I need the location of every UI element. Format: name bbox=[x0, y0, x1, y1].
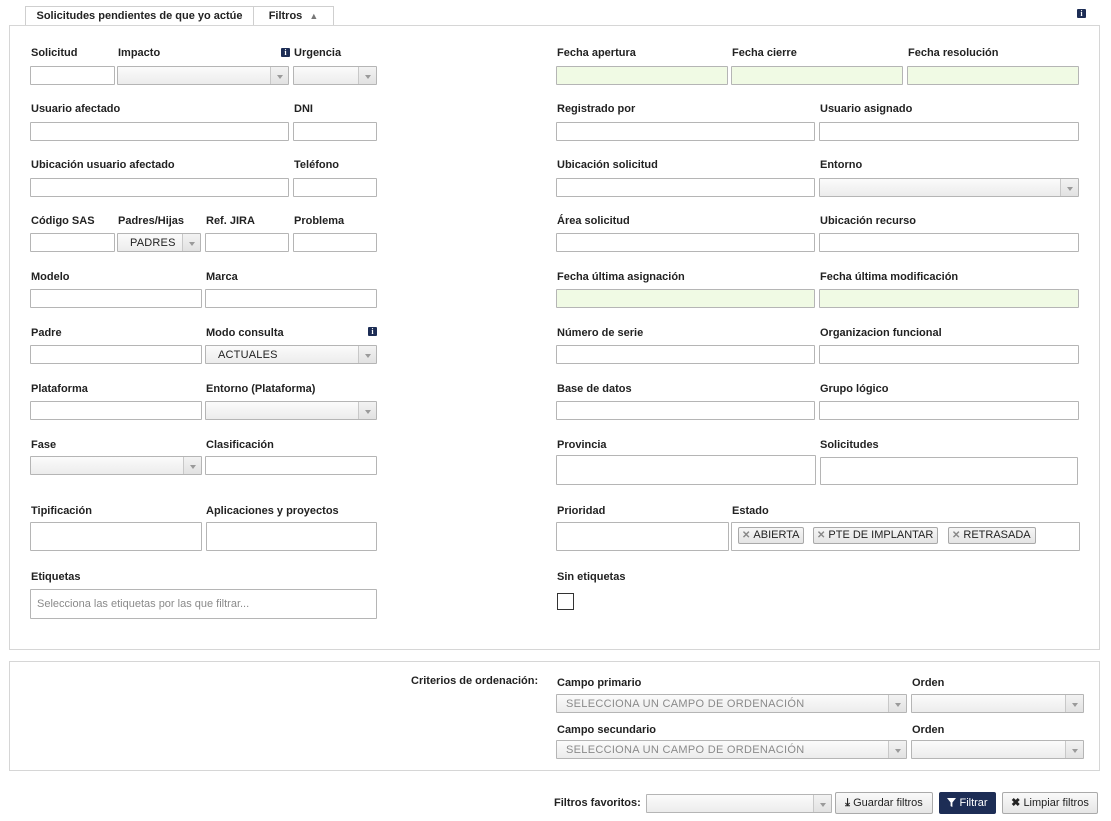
estado-tag-label: PTE DE IMPLANTAR bbox=[828, 529, 934, 541]
urgencia-select[interactable] bbox=[293, 66, 377, 85]
label-marca: Marca bbox=[206, 271, 238, 283]
label-prioridad: Prioridad bbox=[557, 505, 606, 517]
label-campo-primario: Campo primario bbox=[557, 677, 642, 689]
label-fecha-resolucion: Fecha resolución bbox=[908, 47, 999, 59]
label-aplicaciones: Aplicaciones y proyectos bbox=[206, 505, 339, 517]
label-dni: DNI bbox=[294, 103, 313, 115]
entorno-select[interactable] bbox=[819, 178, 1079, 197]
download-icon: ⤓ bbox=[845, 797, 851, 809]
campo-secundario-select[interactable] bbox=[556, 740, 907, 759]
label-modelo: Modelo bbox=[31, 271, 70, 283]
label-grupo-logico: Grupo lógico bbox=[820, 383, 889, 395]
padres-hijas-value: PADRES bbox=[130, 237, 176, 249]
problema-input[interactable] bbox=[293, 233, 377, 252]
fecha-ultima-asignacion-input[interactable] bbox=[556, 289, 815, 308]
fecha-apertura-input[interactable] bbox=[556, 66, 728, 85]
fase-select[interactable] bbox=[30, 456, 202, 475]
label-area-solicitud: Área solicitud bbox=[557, 215, 630, 227]
estado-tag[interactable] bbox=[948, 527, 1036, 544]
label-registrado-por: Registrado por bbox=[557, 103, 636, 115]
marca-input[interactable] bbox=[205, 289, 377, 308]
chevron-down-icon bbox=[1060, 179, 1078, 196]
label-etiquetas: Etiquetas bbox=[31, 571, 81, 583]
info-icon[interactable]: i bbox=[1077, 9, 1086, 18]
estado-tag-label: ABIERTA bbox=[753, 529, 800, 541]
label-plataforma: Plataforma bbox=[31, 383, 88, 395]
label-estado: Estado bbox=[732, 505, 769, 517]
info-icon[interactable]: i bbox=[281, 48, 290, 57]
limpiar-filtros-button[interactable] bbox=[1002, 792, 1098, 814]
campo-primario-select[interactable] bbox=[556, 694, 907, 713]
modo-consulta-value: ACTUALES bbox=[218, 349, 278, 361]
label-orden-primario: Orden bbox=[912, 677, 945, 689]
chevron-down-icon bbox=[888, 741, 906, 758]
chevron-down-icon bbox=[888, 695, 906, 712]
orden-secundario-select[interactable] bbox=[911, 740, 1084, 759]
label-padre: Padre bbox=[31, 327, 62, 339]
label-modo-consulta: Modo consulta bbox=[206, 327, 284, 339]
prioridad-input[interactable] bbox=[556, 522, 729, 551]
label-usuario-asignado: Usuario asignado bbox=[820, 103, 913, 115]
chevron-up-icon: ▲ bbox=[309, 11, 319, 21]
estado-tag[interactable] bbox=[813, 527, 938, 544]
label-fecha-apertura: Fecha apertura bbox=[557, 47, 636, 59]
campo-secundario-placeholder: SELECCIONA UN CAMPO DE ORDENACIÓN bbox=[566, 744, 805, 756]
estado-tag[interactable] bbox=[738, 527, 804, 544]
label-filtros-favoritos: Filtros favoritos: bbox=[554, 797, 641, 809]
fecha-ultima-modificacion-input[interactable] bbox=[819, 289, 1079, 308]
campo-primario-placeholder: SELECCIONA UN CAMPO DE ORDENACIÓN bbox=[566, 698, 805, 710]
chevron-down-icon bbox=[182, 234, 200, 251]
modelo-input[interactable] bbox=[30, 289, 202, 308]
chevron-down-icon bbox=[813, 795, 831, 812]
orden-primario-select[interactable] bbox=[911, 694, 1084, 713]
label-fecha-ultima-asignacion: Fecha última asignación bbox=[557, 271, 685, 283]
fecha-resolucion-input[interactable] bbox=[907, 66, 1079, 85]
usuario-afectado-input[interactable] bbox=[30, 122, 289, 141]
tab-filters[interactable] bbox=[253, 6, 334, 25]
solicitudes-input[interactable] bbox=[820, 457, 1078, 485]
usuario-asignado-input[interactable] bbox=[819, 122, 1079, 141]
label-ubicacion-recurso: Ubicación recurso bbox=[820, 215, 916, 227]
label-ref-jira: Ref. JIRA bbox=[206, 215, 255, 227]
chevron-down-icon bbox=[358, 346, 376, 363]
label-numero-serie: Número de serie bbox=[557, 327, 644, 339]
padres-hijas-select[interactable] bbox=[117, 233, 201, 252]
label-ubicacion-usuario: Ubicación usuario afectado bbox=[31, 159, 175, 171]
label-urgencia: Urgencia bbox=[294, 47, 342, 59]
sin-etiquetas-checkbox[interactable] bbox=[557, 593, 574, 610]
dni-input[interactable] bbox=[293, 122, 377, 141]
grupo-logico-input[interactable] bbox=[819, 401, 1079, 420]
label-tipificacion: Tipificación bbox=[31, 505, 92, 517]
codigo-sas-input[interactable] bbox=[30, 233, 115, 252]
modo-consulta-select[interactable] bbox=[205, 345, 377, 364]
tab-pending[interactable]: Solicitudes pendientes de que yo actúe bbox=[25, 6, 254, 25]
chevron-down-icon bbox=[270, 67, 288, 84]
label-campo-secundario: Campo secundario bbox=[557, 724, 657, 736]
provincia-input[interactable] bbox=[556, 455, 816, 485]
label-entorno-plataforma: Entorno (Plataforma) bbox=[206, 383, 316, 395]
label-sin-etiquetas: Sin etiquetas bbox=[557, 571, 626, 583]
estado-tag-label: RETRASADA bbox=[963, 529, 1031, 541]
ubicacion-solicitud-input[interactable] bbox=[556, 178, 815, 197]
solicitud-input[interactable] bbox=[30, 66, 115, 85]
ref-jira-input[interactable] bbox=[205, 233, 289, 252]
label-provincia: Provincia bbox=[557, 439, 607, 451]
plataforma-input[interactable] bbox=[30, 401, 202, 420]
label-solicitudes: Solicitudes bbox=[820, 439, 879, 451]
guardar-filtros-button[interactable] bbox=[835, 792, 933, 814]
organizacion-funcional-input[interactable] bbox=[819, 345, 1079, 364]
label-telefono: Teléfono bbox=[294, 159, 340, 171]
funnel-icon bbox=[947, 798, 956, 807]
chevron-down-icon bbox=[1065, 741, 1083, 758]
entorno-plataforma-select[interactable] bbox=[205, 401, 377, 420]
label-criterios-ordenacion: Criterios de ordenación: bbox=[411, 675, 539, 687]
filtros-favoritos-select[interactable] bbox=[646, 794, 832, 813]
close-icon[interactable]: ✕ bbox=[817, 530, 826, 541]
registrado-por-input[interactable] bbox=[556, 122, 815, 141]
label-clasificacion: Clasificación bbox=[206, 439, 274, 451]
numero-serie-input[interactable] bbox=[556, 345, 815, 364]
limpiar-filtros-label: Limpiar filtros bbox=[1023, 797, 1089, 809]
label-usuario-afectado: Usuario afectado bbox=[31, 103, 121, 115]
base-datos-input[interactable] bbox=[556, 401, 815, 420]
chevron-down-icon bbox=[1065, 695, 1083, 712]
fecha-cierre-input[interactable] bbox=[731, 66, 903, 85]
close-icon: ✖ bbox=[1011, 797, 1021, 809]
label-fecha-cierre: Fecha cierre bbox=[732, 47, 797, 59]
chevron-down-icon bbox=[358, 67, 376, 84]
guardar-filtros-label: Guardar filtros bbox=[853, 797, 923, 809]
label-padres-hijas: Padres/Hijas bbox=[118, 215, 185, 227]
chevron-down-icon bbox=[183, 457, 201, 474]
label-orden-secundario: Orden bbox=[912, 724, 945, 736]
padre-input[interactable] bbox=[30, 345, 202, 364]
label-codigo-sas: Código SAS bbox=[31, 215, 95, 227]
etiquetas-input[interactable] bbox=[30, 589, 377, 619]
tipificacion-input[interactable] bbox=[30, 522, 202, 551]
label-organizacion-funcional: Organizacion funcional bbox=[820, 327, 942, 339]
label-solicitud: Solicitud bbox=[31, 47, 78, 59]
aplicaciones-input[interactable] bbox=[206, 522, 377, 551]
clasificacion-input[interactable] bbox=[205, 456, 377, 475]
label-fecha-ultima-modificacion: Fecha última modificación bbox=[820, 271, 959, 283]
ubicacion-usuario-input[interactable] bbox=[30, 178, 289, 197]
estado-multiselect[interactable] bbox=[731, 522, 1080, 551]
info-icon[interactable]: i bbox=[368, 327, 377, 336]
tab-filters-label: Filtros bbox=[268, 10, 303, 22]
label-problema: Problema bbox=[294, 215, 345, 227]
ubicacion-recurso-input[interactable] bbox=[819, 233, 1079, 252]
label-entorno: Entorno bbox=[820, 159, 863, 171]
label-fase: Fase bbox=[31, 439, 57, 451]
filtrar-button[interactable] bbox=[939, 792, 996, 814]
etiquetas-placeholder: Selecciona las etiquetas por las que filtrar... bbox=[37, 598, 250, 610]
telefono-input[interactable] bbox=[293, 178, 377, 197]
label-impacto: Impacto bbox=[118, 47, 161, 59]
chevron-down-icon bbox=[358, 402, 376, 419]
close-icon[interactable]: ✕ bbox=[952, 530, 961, 541]
impacto-select[interactable] bbox=[117, 66, 289, 85]
close-icon[interactable]: ✕ bbox=[742, 530, 751, 541]
area-solicitud-input[interactable] bbox=[556, 233, 815, 252]
label-ubicacion-solicitud: Ubicación solicitud bbox=[557, 159, 658, 171]
label-base-datos: Base de datos bbox=[557, 383, 632, 395]
filtrar-label: Filtrar bbox=[959, 797, 988, 809]
